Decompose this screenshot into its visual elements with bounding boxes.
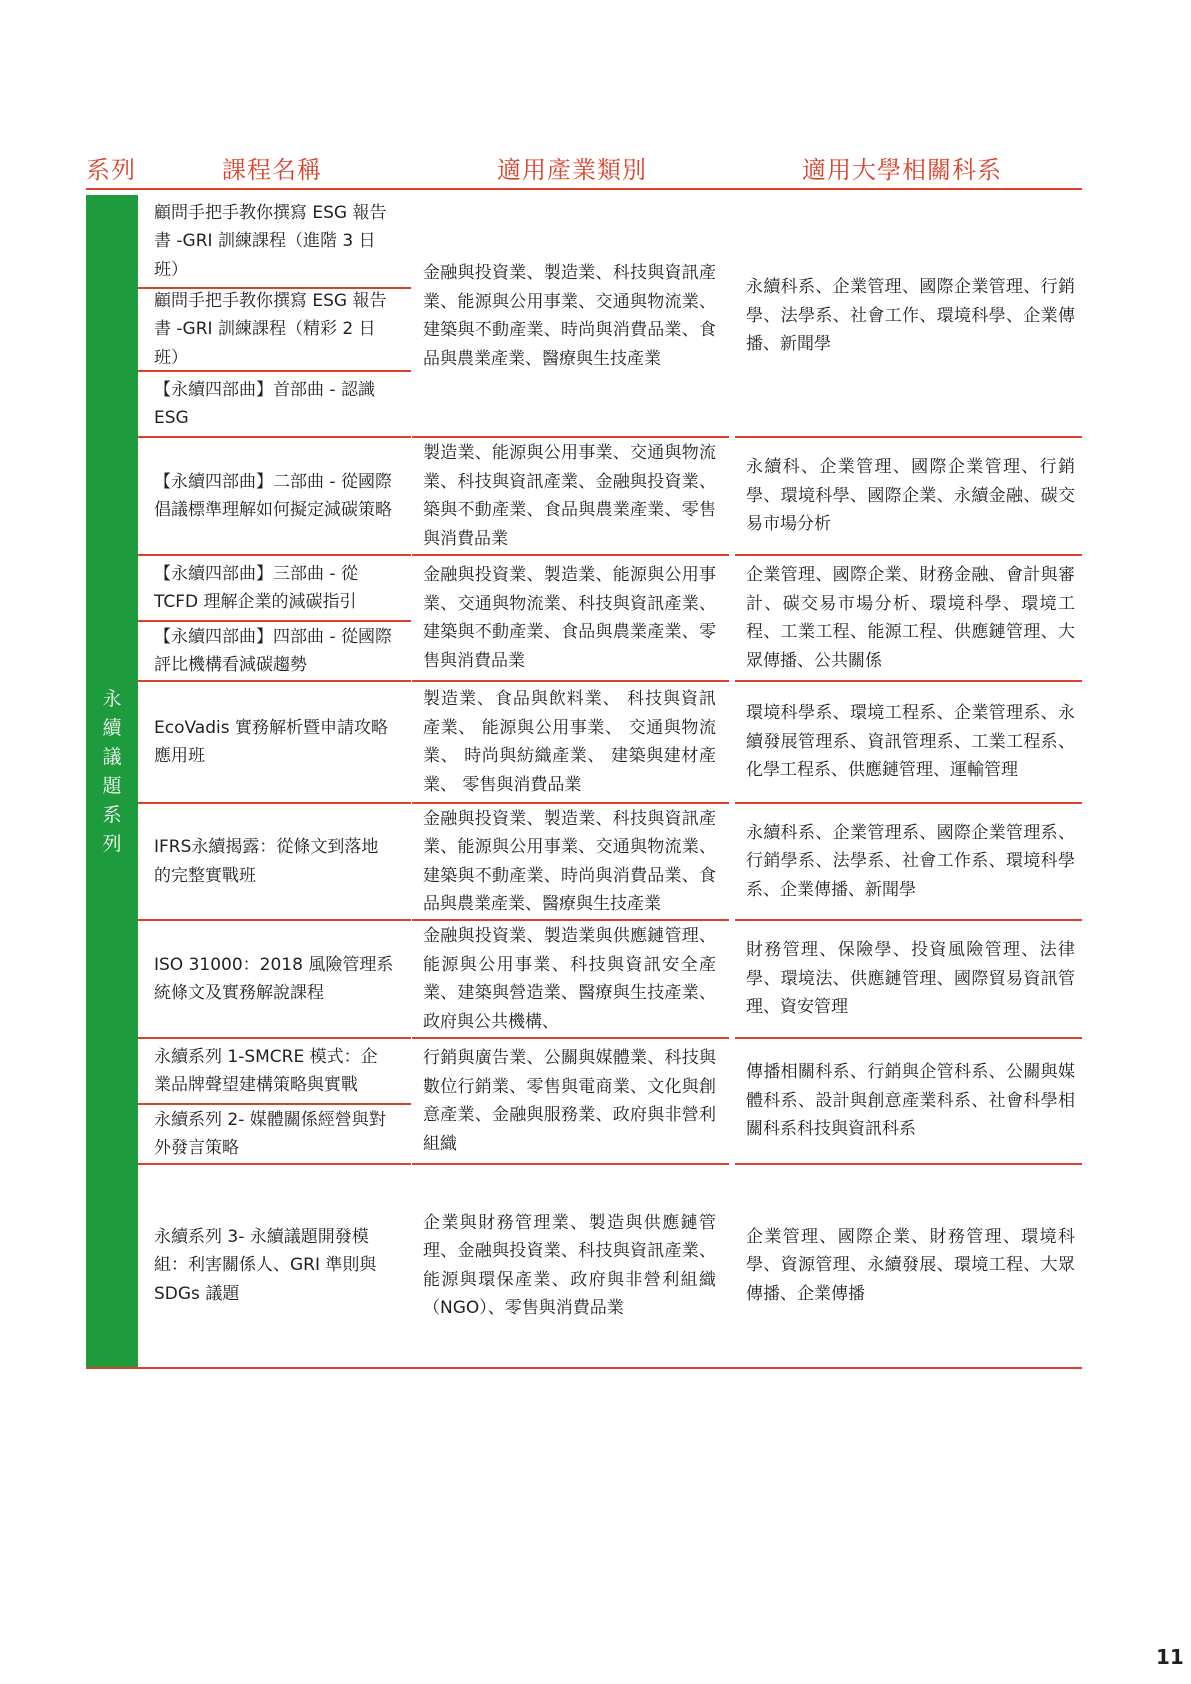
row-divider [735,919,1082,921]
industry-cell [418,1164,720,1367]
course-name: 【永續四部曲】三部曲 - 從 TCFD 理解企業的減碳指引 [154,563,358,612]
course-cell [148,920,396,1038]
department-cell [741,920,1079,1038]
course-cell [148,621,396,681]
row-divider [735,436,1082,438]
course-table [86,195,1082,1367]
industry-text: 製造業、食品與飲料業、 科技與資訊產業、 能源與公用事業、 交通與物流業、 時尚與紡織產業、 建築與建材產業、 零售與消費品業 [423,689,716,795]
industry-text: 金融與投資業、製造業、科技與資訊產業、能源與公用事業、交通與物流業、建築與不動產業、時尚與消費品業、食品與農業產業、醫療與生技產業 [423,263,716,369]
course-name: 永續系列 3- 永續議題開發模組：利害關係人、GRI 準則與 SDGs 議題 [154,1226,377,1304]
header-series: 系列 [86,156,136,184]
row-divider [412,1037,729,1039]
course-cell [148,555,396,621]
industry-text: 金融與投資業、製造業與供應鏈管理、能源與公用事業、科技與資訊安全產業、建築與營造業、醫療與生技產業、政府與公共機構、 [423,926,716,1032]
department-text: 企業管理、國際企業、財務金融、會計與審計、碳交易市場分析、環境科學、環境工程、工業工程、能源工程、供應鏈管理、大眾傳播、公共關係 [746,565,1075,671]
row-divider [412,802,729,804]
department-text: 企業管理、國際企業、財務管理、環境科學、資源管理、永續發展、環境工程、大眾傳播、企業傳播 [746,1226,1075,1304]
row-divider [138,919,411,921]
header-industry: 適用產業類別 [497,156,647,184]
row-divider [138,620,411,622]
department-text: 永續科系、企業管理、國際企業管理、行銷學、法學系、社會工作、環境科學、企業傳播、新聞學 [746,277,1075,355]
row-divider [138,1037,411,1039]
row-divider [412,680,729,682]
industry-text: 金融與投資業、製造業、能源與公用事業、交通與物流業、科技與資訊產業、建築與不動產業、食品與農業產業、零售與消費品業 [423,565,716,671]
department-text: 環境科學系、環境工程系、企業管理系、永續發展管理系、資訊管理系、工業工程系、化學工程系、供應鏈管理、運輸管理 [746,703,1075,781]
course-name: 【永續四部曲】二部曲 - 從國際倡議標準理解如何擬定減碳策略 [154,471,392,520]
department-cell [741,681,1079,803]
row-divider [735,1163,1082,1165]
industry-cell [418,437,720,555]
department-cell [741,803,1079,920]
industry-text: 企業與財務管理業、製造與供應鏈管理、金融與投資業、科技與資訊產業、能源與環保產業、政府與非營利組織（NGO）、零售與消費品業 [423,1212,716,1318]
header-department: 適用大學相關科系 [802,156,1002,184]
course-name: IFRS永續揭露：從條文到落地的完整實戰班 [154,837,379,886]
course-cell [148,288,396,371]
industry-cell [418,681,720,803]
row-divider [735,802,1082,804]
row-divider [412,554,729,556]
row-divider [735,554,1082,556]
header-course: 課程名稱 [222,156,322,184]
row-divider [138,436,411,438]
course-cell [148,371,396,437]
course-cell [148,195,396,288]
header-rule [86,188,1082,190]
industry-cell [418,920,720,1038]
row-divider [138,1163,411,1165]
department-cell [741,555,1079,681]
department-cell [741,1164,1079,1367]
course-name: 顧問手把手教你撰寫 ESG 報告書 -GRI 訓練課程（進階 3 日班） [154,202,387,280]
course-cell [148,1164,396,1367]
row-divider [138,680,411,682]
row-divider [138,802,411,804]
course-cell [148,681,396,803]
industry-text: 行銷與廣告業、公關與媒體業、科技與數位行銷業、零售與電商業、文化與創意產業、金融與服務業、政府與非營利組織 [423,1048,716,1154]
row-divider [735,1037,1082,1039]
row-divider [412,436,729,438]
industry-cell [418,1038,720,1164]
industry-text: 製造業、能源與公用事業、交通與物流業、科技與資訊產業、金融與投資業、築與不動產業、食品與農業產業、零售與消費品業 [423,443,716,549]
department-text: 傳播相關科系、行銷與企管科系、公關與媒體科系、設計與創意產業科系、社會科學相關科系科技與資訊科系 [746,1062,1075,1140]
course-name: 顧問手把手教你撰寫 ESG 報告書 -GRI 訓練課程（精彩 2 日班） [154,290,387,368]
department-cell [741,1038,1079,1164]
row-divider [138,1103,411,1105]
row-divider [735,680,1082,682]
row-divider [138,554,411,556]
course-cell [148,1038,396,1104]
course-name: ISO 31000：2018 風險管理系統條文及實務解說課程 [154,954,394,1003]
industry-cell [418,195,720,437]
course-name: 永續系列 2- 媒體關係經營與對外發言策略 [154,1109,386,1158]
page-number: 11 [1156,1645,1184,1669]
department-cell [741,437,1079,555]
industry-cell [418,555,720,681]
series-label: 永 續 議 題 系 列 [102,688,122,855]
industry-cell [418,803,720,920]
course-cell [148,803,396,920]
industry-text: 金融與投資業、製造業、科技與資訊產業、能源與公用事業、交通與物流業、建築與不動產業、時尚與消費品業、食品與農業產業、醫療與生技產業 [423,808,716,914]
course-name: 【永續四部曲】四部曲 - 從國際評比機構看減碳趨勢 [154,626,392,675]
table-bottom-rule [86,1367,1082,1369]
row-divider [138,370,411,372]
department-text: 財務管理、保險學、投資風險管理、法律學、環境法、供應鏈管理、國際貿易資訊管理、資安管理 [746,940,1075,1018]
course-cell [148,1104,396,1164]
row-divider [412,919,729,921]
course-name: 【永續四部曲】首部曲 - 認識 ESG [154,379,375,428]
table-header [86,146,1082,190]
course-cell [148,437,396,555]
row-divider [138,287,411,289]
course-name: EcoVadis 實務解析暨申請攻略應用班 [154,717,388,766]
department-text: 永續科、企業管理、國際企業管理、行銷學、環境科學、國際企業、永續金融、碳交易市場分析 [746,457,1075,535]
department-text: 永續科系、企業管理系、國際企業管理系、行銷學系、法學系、社會工作系、環境科學系、企業傳播、新聞學 [746,822,1075,900]
course-name: 永續系列 1-SMCRE 模式：企業品牌聲望建構策略與實戰 [154,1046,378,1095]
row-divider [412,1163,729,1165]
department-cell [741,195,1079,437]
